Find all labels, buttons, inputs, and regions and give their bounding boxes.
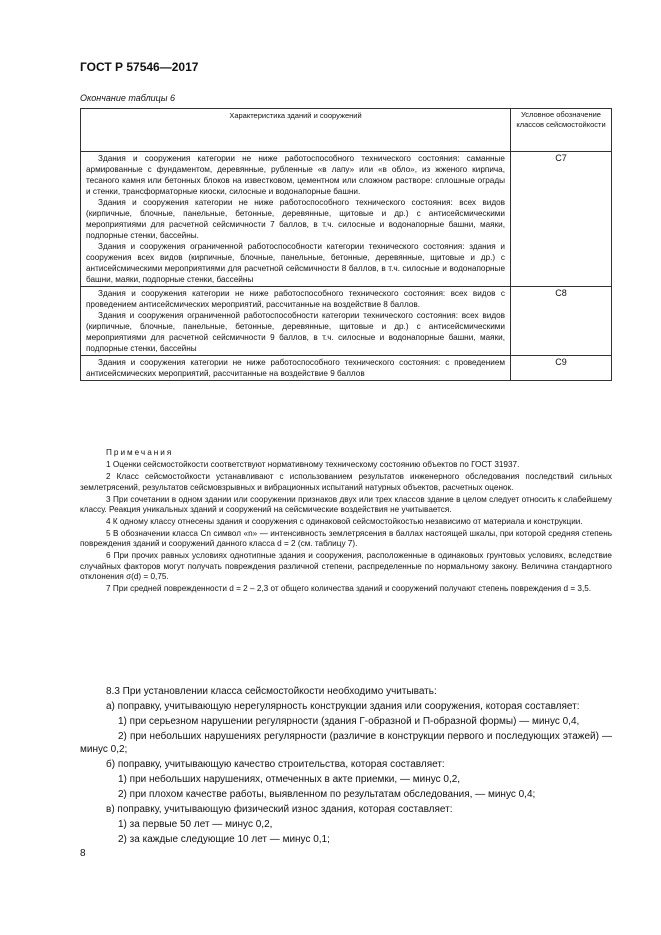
note-item: 3 При сочетании в одном здании или сооружении признаков двух или трех классов здание в целом следует относить к слабейшему классу. Реакция уникальных зданий и сооружений на сейсмические воздействия не учитывается.	[80, 494, 612, 515]
row-class: С8	[511, 287, 612, 356]
note-item: 5 В обозначении класса Cn символ «n» — интенсивность землетрясения в баллах настоящей шкалы, при которой средняя степень повреждения зданий и сооружений данного класса d = 2 (см. таблицу 7).	[80, 528, 612, 549]
row-paragraph: Здания и сооружения ограниченной работоспособности категории технического состояния: здания и сооружения всех видов (кирпичные, блочные, панельные, бетонные, деревянные, щитовые и др.) с антисейсмическими мероприятиями для расчетной сейсмичности 8 баллов, в т.ч. силосные и водонапорные башни, маяки, подпорные стенки, бассейны	[86, 242, 505, 284]
body-paragraph: 1) при небольших нарушениях, отмеченных в акте приемки, — минус 0,2,	[118, 774, 461, 785]
table-caption: Окончание таблицы 6	[80, 93, 175, 103]
table-row	[81, 287, 612, 356]
body-paragraph: 8.3 При установлении класса сейсмостойкости необходимо учитывать:	[106, 686, 437, 697]
note-item: 7 При средней поврежденности d = 2 – 2,3 от общего количества зданий и сооружений получают степень повреждения d = 3,5.	[106, 583, 592, 593]
row-class: С7	[511, 152, 612, 287]
row-paragraph: Здания и сооружения категории не ниже работоспособного технического состояния: всех видов (кирпичные, блочные, панельные, бетонные, деревянные, щитовые и др.) с антисейсмическими мероприятиями для расчетной сейсмичности 7 баллов, в т.ч. силосные и водонапорные башни, маяки, подпорные стенки, бассейны.	[86, 198, 505, 240]
body-paragraph: 2) за каждые следующие 10 лет — минус 0,1;	[118, 834, 330, 845]
row-description	[81, 356, 511, 381]
body-paragraph: 2) при небольших нарушениях регулярности (различие в конструкции первого и последующих этажей) — минус 0,2;	[80, 731, 612, 755]
row-class: С9	[511, 356, 612, 381]
note-item: 4 К одному классу отнесены здания и сооружения с одинаковой сейсмостойкостью независимо от материала и конструкции.	[106, 516, 583, 526]
row-description	[81, 287, 511, 356]
column-header-class: Условное обозначение классов сейсмостойкости	[511, 109, 612, 152]
row-paragraph: Здания и сооружения ограниченной работоспособности категории технического состояния: всех видов (кирпичные, блочные, панельные, бетонные, деревянные, щитовые и др.) с антисейсмическими мероприятиями для расчетной сейсмичности 9 баллов, в т.ч. силосные и водонапорные башни, маяки, подпорные стенки, бассейны	[86, 311, 505, 353]
body-paragraph: 2) при плохом качестве работы, выявленном по результатам обследования, — минус 0,4;	[118, 789, 536, 800]
notes-section	[80, 448, 612, 596]
body-paragraph: 1) за первые 50 лет — минус 0,2,	[118, 819, 273, 830]
table-row	[81, 152, 612, 287]
page-number: 8	[80, 848, 86, 859]
note-item: 6 При прочих равных условиях однотипные здания и сооружения, расположенные в одинаковых грунтовых условиях, вследствие случайных факторов могут получать повреждения различной степени, распределенные по нормальному закону. Величина стандартного отклонения σ(d) = 0,75.	[80, 551, 612, 581]
row-description	[81, 152, 511, 287]
body-paragraph: а) поправку, учитывающую нерегулярность конструкции здания или сооружения, которая составляет:	[106, 701, 580, 712]
row-paragraph: Здания и сооружения категории не ниже работоспособного технического состояния: всех видов с проведением антисейсмических мероприятий, рассчитанные на воздействие 8 баллов.	[86, 289, 505, 309]
body-paragraph: 1) при серьезном нарушении регулярности (здания Г-образной и П-образной формы) — минус 0,4,	[118, 716, 580, 727]
column-header-characteristics: Характеристика зданий и сооружений	[81, 109, 511, 152]
table-row	[81, 356, 612, 381]
table-header-row	[81, 109, 612, 152]
row-paragraph: Здания и сооружения категории не ниже работоспособного технического состояния: саманные армированные с фундаментом, деревянные, рубленные «в лапу» или «в обло», из жженого кирпича, тесаного камня или бетонных блоков на известковом, цементном или сложном растворе: сплошные ограды и стенки, трансформаторные киоски, силосные и водонапорные башни.	[86, 154, 505, 196]
notes-title: Примечания	[106, 448, 174, 457]
note-item: 1 Оценки сейсмостойкости соответствуют нормативному техническому состоянию объектов по ГОСТ 31937.	[106, 460, 520, 470]
note-item: 2 Класс сейсмостойкости устанавливают с использованием результатов инженерного обследования последствий сильных землетрясений, результатов сейсмовзрывных и вибрационных испытаний натурных объектов, расчетных оценок.	[80, 472, 612, 492]
seismic-class-table	[80, 108, 612, 381]
body-paragraph: б) поправку, учитывающую качество строительства, которая составляет:	[106, 759, 445, 770]
row-paragraph: Здания и сооружения категории не ниже работоспособного технического состояния: с проведением антисейсмических мероприятий, рассчитанные на воздействие 9 баллов	[86, 358, 505, 378]
document-header: ГОСТ Р 57546—2017	[80, 60, 199, 74]
body-paragraph: в) поправку, учитывающую физический износ здания, которая составляет:	[106, 804, 453, 815]
section-8-3	[80, 685, 612, 848]
